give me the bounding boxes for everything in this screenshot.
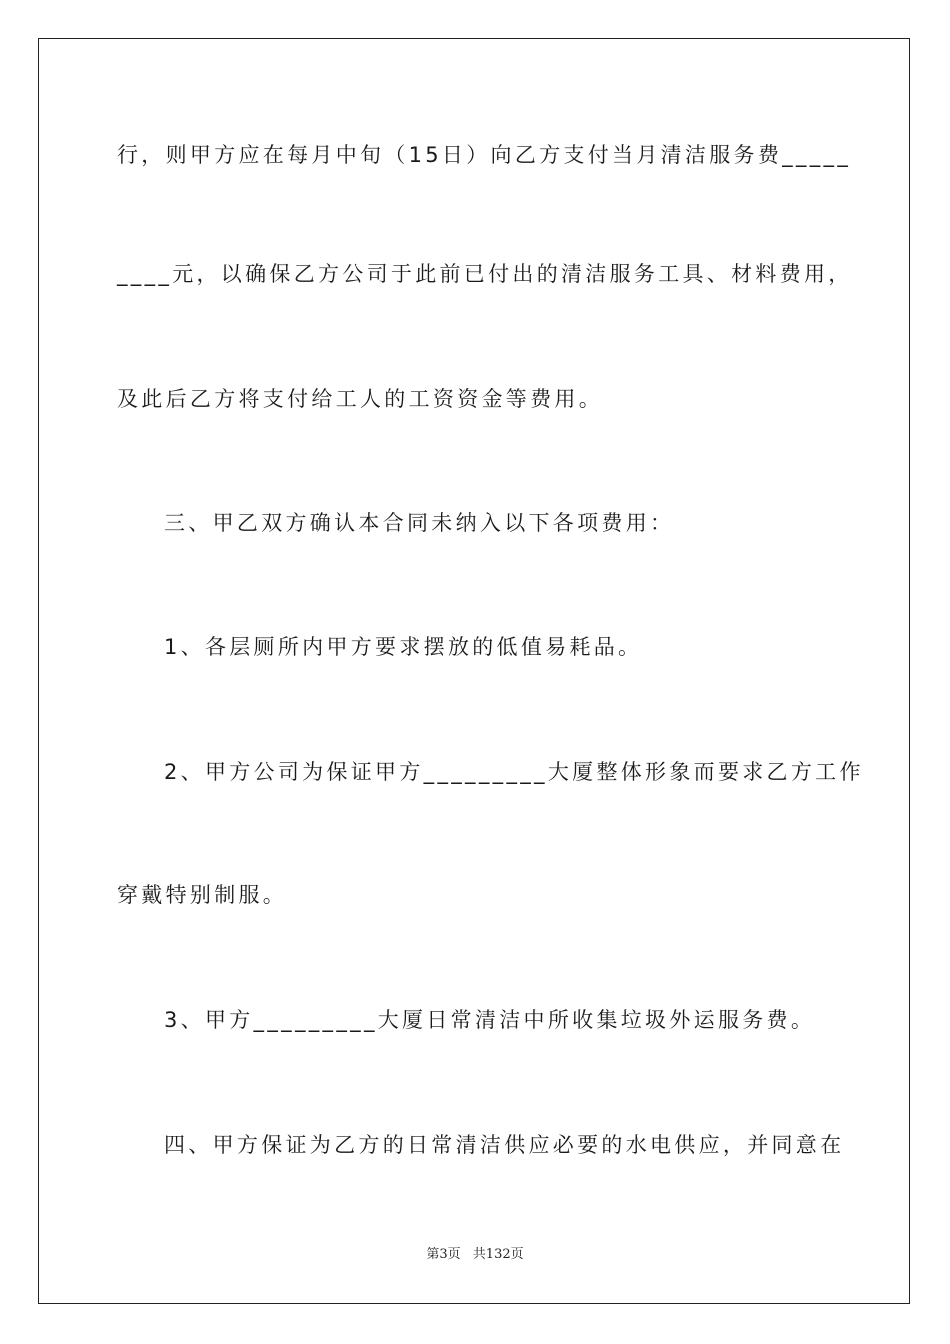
page-border — [38, 38, 910, 1304]
page-total: 共132页 — [472, 1247, 524, 1262]
section-three-heading: 三、甲乙双方确认本合同未纳入以下各项费用： — [164, 511, 675, 535]
section-four-paragraph: 四、甲方保证为乙方的日常清洁供应必要的水电供应，并同意在 — [164, 1133, 845, 1157]
text-line-3: 及此后乙方将支付给工人的工资资金等费用。 — [117, 387, 603, 411]
text-line-2: ____元，以确保乙方公司于此前已付出的清洁服务工具、材料费用， — [117, 262, 853, 286]
page-footer — [0, 1246, 950, 1264]
text-line-1: 行，则甲方应在每月中旬（15日）向乙方支付当月清洁服务费_____ — [117, 143, 852, 167]
page-number: 第3页 — [426, 1247, 461, 1262]
list-item-3: 3、甲方_________大厦日常清洁中所收集垃圾外运服务费。 — [164, 1008, 816, 1032]
list-item-2: 2、甲方公司为保证甲方_________大厦整体形象而要求乙方工作 — [164, 760, 864, 784]
list-item-1: 1、各层厕所内甲方要求摆放的低值易耗品。 — [164, 635, 643, 659]
list-item-2-continuation: 穿戴特别制服。 — [117, 883, 288, 907]
